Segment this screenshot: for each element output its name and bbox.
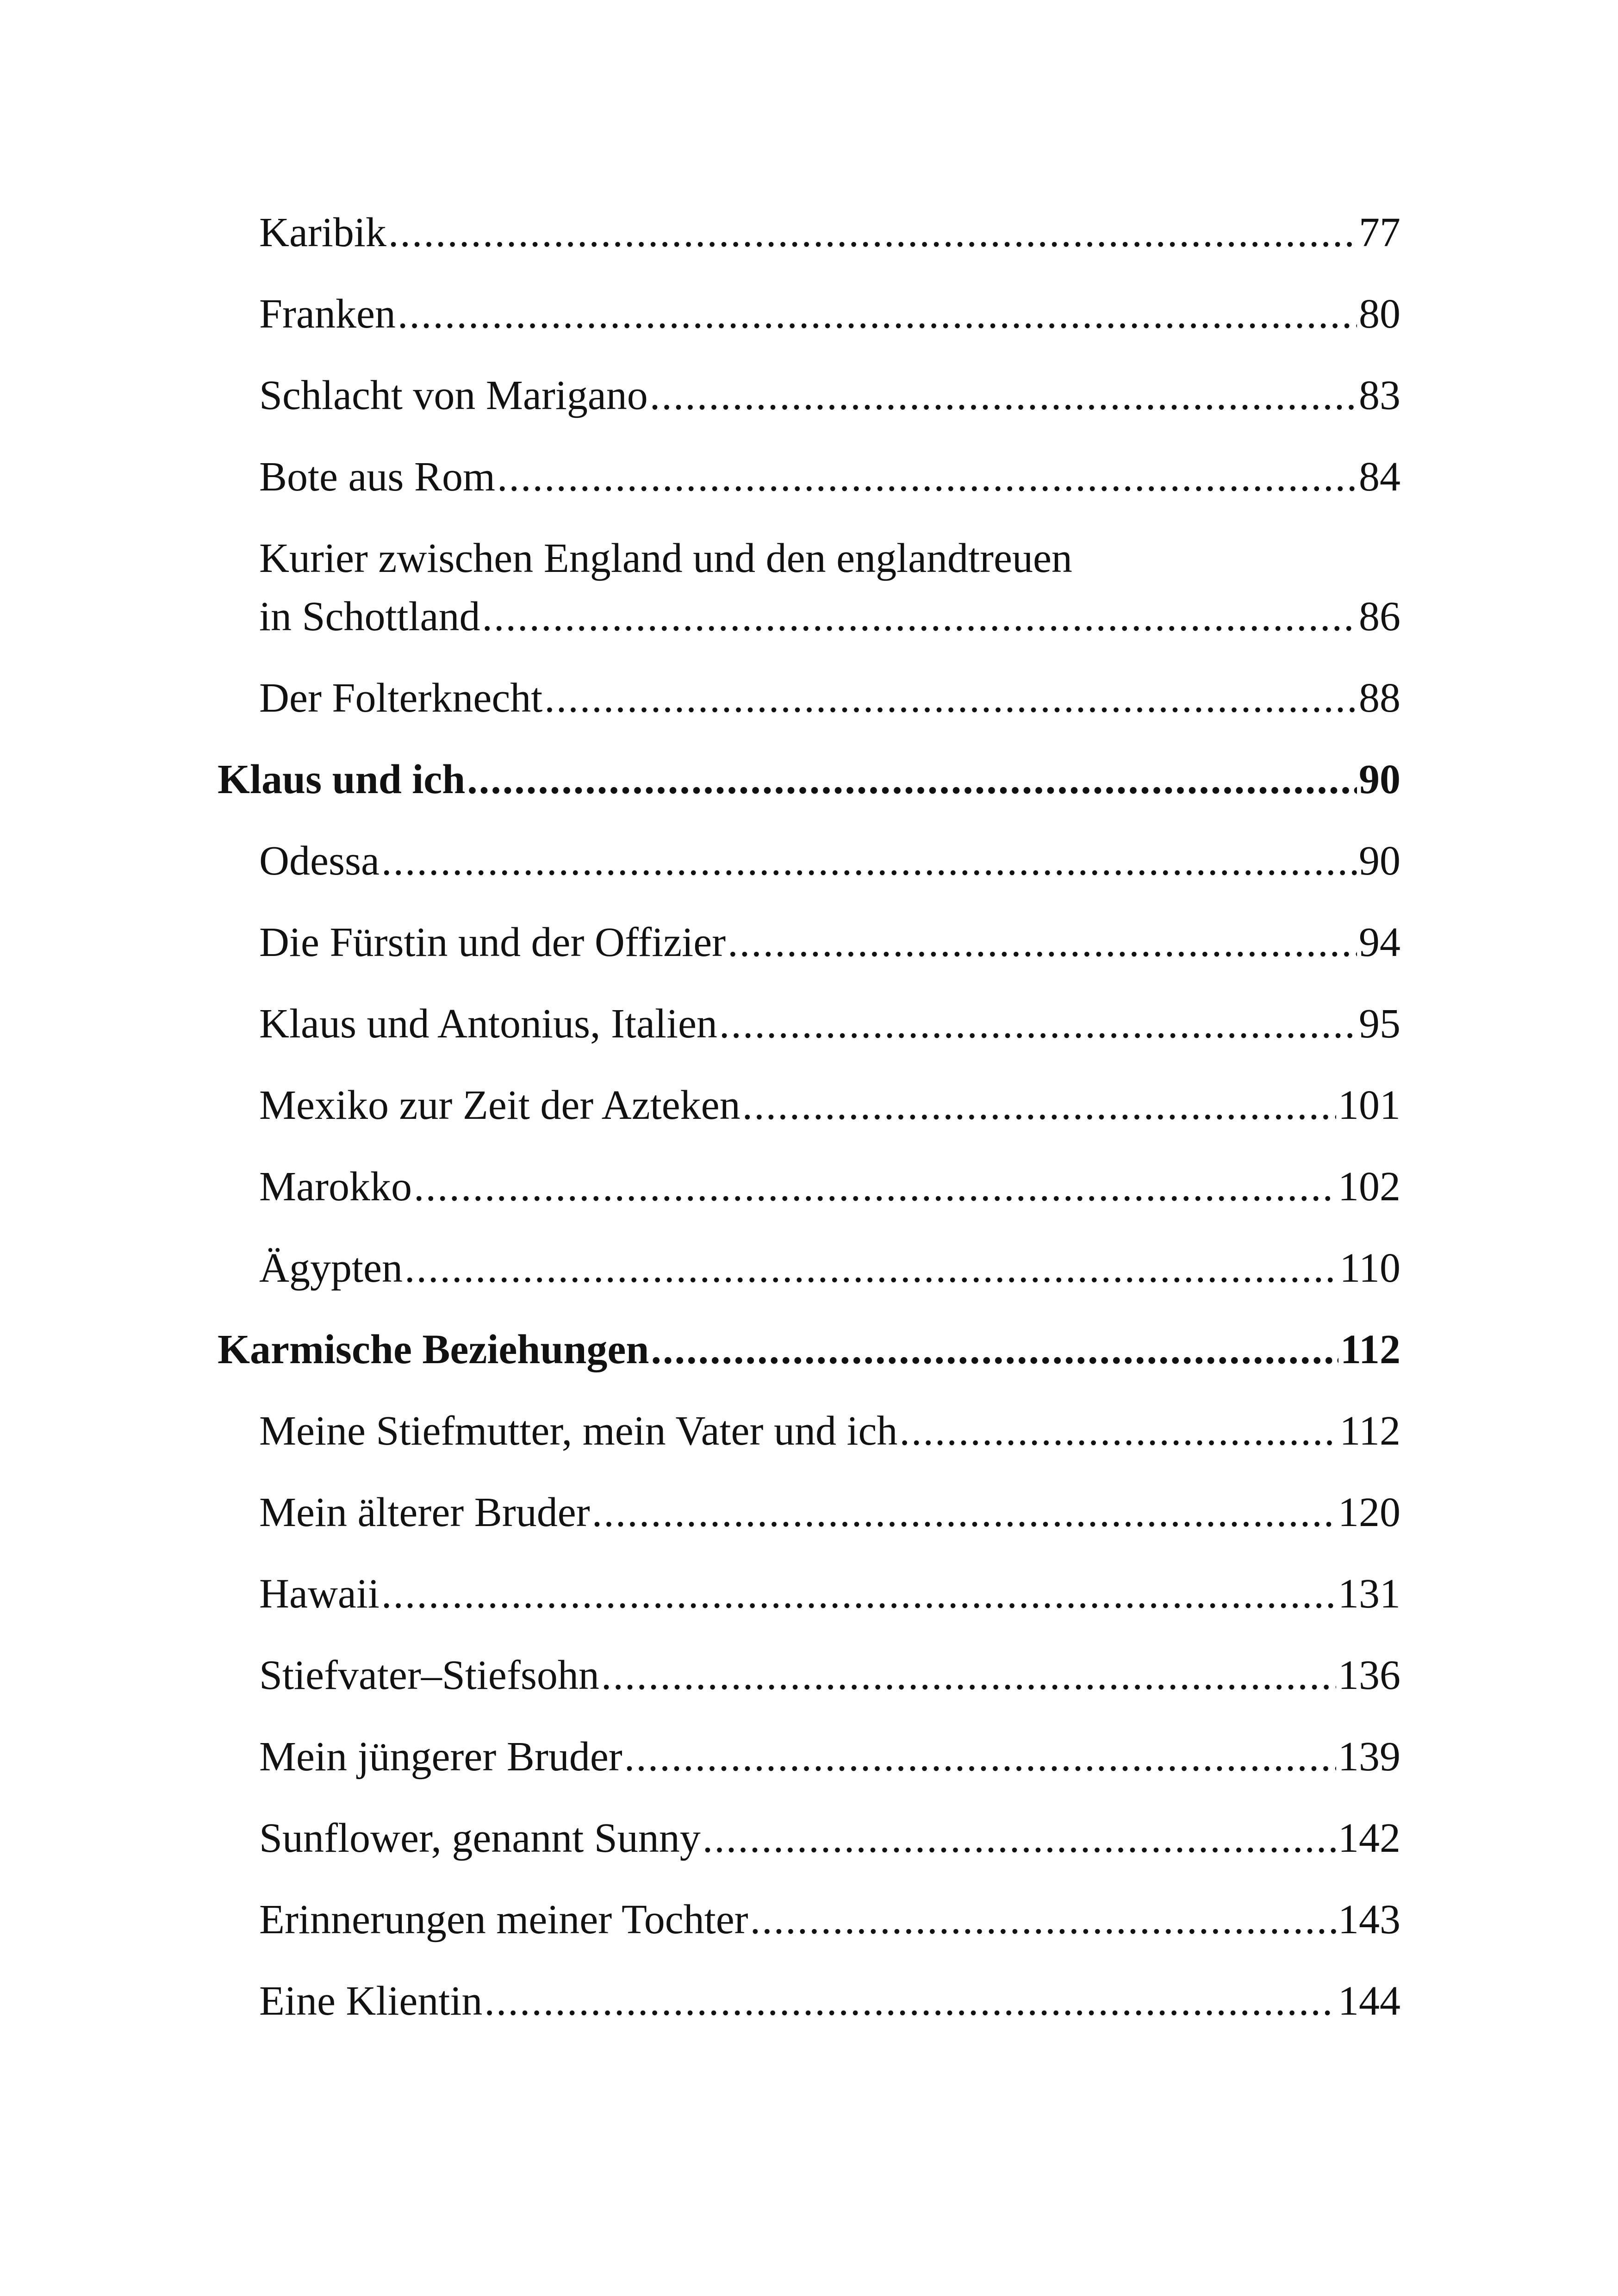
dot-leader (742, 1076, 1336, 1135)
toc-entry (218, 995, 1400, 1053)
toc-chapter (218, 1321, 1400, 1379)
toc-entry-title-line2: in Schottland (259, 594, 480, 639)
toc-entry-page: 131 (1338, 1571, 1400, 1617)
toc-chapter-page: 90 (1359, 757, 1400, 802)
dot-leader (544, 669, 1357, 727)
toc-chapter-page: 112 (1340, 1327, 1400, 1372)
toc-entry-page: 102 (1338, 1164, 1400, 1210)
dot-leader (467, 751, 1357, 809)
toc-entry-page: 95 (1359, 1001, 1400, 1047)
toc-entry-title: Sunflower, genannt Sunny (259, 1815, 701, 1861)
toc-entry (218, 448, 1400, 506)
toc-entry (218, 669, 1400, 727)
toc-entry-title: Karibik (259, 210, 386, 255)
toc-entry-page: 80 (1359, 291, 1400, 337)
dot-leader (899, 1402, 1338, 1460)
toc-entry (218, 1076, 1400, 1135)
toc-entry-page: 84 (1359, 454, 1400, 500)
dot-leader (728, 913, 1357, 972)
toc-entry-page: 136 (1338, 1652, 1400, 1698)
dot-leader (497, 448, 1357, 506)
toc-entry-title: Eine Klientin (259, 1978, 483, 2024)
toc-entry (218, 1809, 1400, 1868)
toc-entry-page: 143 (1338, 1897, 1400, 1942)
toc-entry-title: Odessa (259, 838, 380, 884)
toc-entry-page: 142 (1338, 1815, 1400, 1861)
dot-leader (703, 1809, 1336, 1868)
toc-entry-title: Mein jüngerer Bruder (259, 1734, 622, 1780)
toc-entry (218, 1402, 1400, 1460)
dot-leader (484, 1972, 1336, 2030)
toc-chapter-title: Karmische Beziehungen (218, 1327, 649, 1372)
toc-entry (218, 1239, 1400, 1297)
toc-entry-page: 120 (1338, 1489, 1400, 1535)
toc-entry-page: 90 (1359, 838, 1400, 884)
toc-entry-page: 110 (1339, 1245, 1400, 1291)
toc-entry-title: Franken (259, 291, 396, 337)
toc-entry-title: Schlacht von Marigano (259, 372, 648, 418)
toc-entry-title: Mein älterer Bruder (259, 1489, 590, 1535)
dot-leader (601, 1646, 1336, 1705)
dot-leader (398, 285, 1357, 343)
dot-leader (624, 1728, 1336, 1786)
toc-entry (218, 1891, 1400, 1949)
dot-leader (381, 832, 1357, 890)
table-of-contents (218, 204, 1400, 2054)
toc-chapter-title: Klaus und ich (218, 757, 466, 802)
toc-entry (218, 1158, 1400, 1216)
toc-entry-title: Meine Stiefmutter, mein Vater und ich (259, 1408, 898, 1454)
toc-entry (218, 913, 1400, 972)
toc-entry-page: 88 (1359, 675, 1400, 721)
dot-leader (414, 1158, 1336, 1216)
toc-entry-page: 144 (1338, 1978, 1400, 2024)
toc-entry (218, 1565, 1400, 1623)
dot-leader (592, 1483, 1336, 1542)
toc-entry-title: Der Folterknecht (259, 675, 543, 721)
toc-entry (259, 588, 1400, 646)
toc-entry-multiline (218, 529, 1400, 646)
toc-entry-title: Klaus und Antonius, Italien (259, 1001, 717, 1047)
toc-entry-title-line1: Kurier zwischen England und den englandtreuen (259, 535, 1072, 581)
toc-entry (218, 1646, 1400, 1705)
toc-entry-title: Marokko (259, 1164, 412, 1210)
toc-entry-title: Bote aus Rom (259, 454, 495, 500)
toc-entry-page: 77 (1359, 210, 1400, 255)
toc-entry (218, 1972, 1400, 2030)
toc-entry-title: Mexiko zur Zeit der Azteken (259, 1082, 741, 1128)
toc-entry-page: 112 (1339, 1408, 1400, 1454)
toc-entry-title: Die Fürstin und der Offizier (259, 919, 726, 965)
toc-entry-title: Hawaii (259, 1571, 380, 1617)
toc-chapter (218, 751, 1400, 809)
toc-entry (218, 832, 1400, 890)
toc-entry-page: 94 (1359, 919, 1400, 965)
toc-entry-page: 139 (1338, 1734, 1400, 1780)
dot-leader (381, 1565, 1336, 1623)
dot-leader (651, 1321, 1338, 1379)
dot-leader (650, 366, 1357, 425)
dot-leader (750, 1891, 1336, 1949)
toc-entry-title: Stiefvater–Stiefsohn (259, 1652, 599, 1698)
dot-leader (719, 995, 1357, 1053)
toc-entry-title: Ägypten (259, 1245, 403, 1291)
toc-entry (218, 366, 1400, 425)
toc-entry-page: 86 (1359, 594, 1400, 639)
toc-entry-title: Erinnerungen meiner Tochter (259, 1897, 748, 1942)
dot-leader (404, 1239, 1338, 1297)
toc-entry (218, 1728, 1400, 1786)
toc-entry (218, 204, 1400, 262)
toc-entry (218, 1483, 1400, 1542)
toc-entry-page: 83 (1359, 372, 1400, 418)
toc-entry (218, 285, 1400, 343)
dot-leader (388, 204, 1357, 262)
toc-entry-page: 101 (1338, 1082, 1400, 1128)
dot-leader (482, 588, 1357, 646)
